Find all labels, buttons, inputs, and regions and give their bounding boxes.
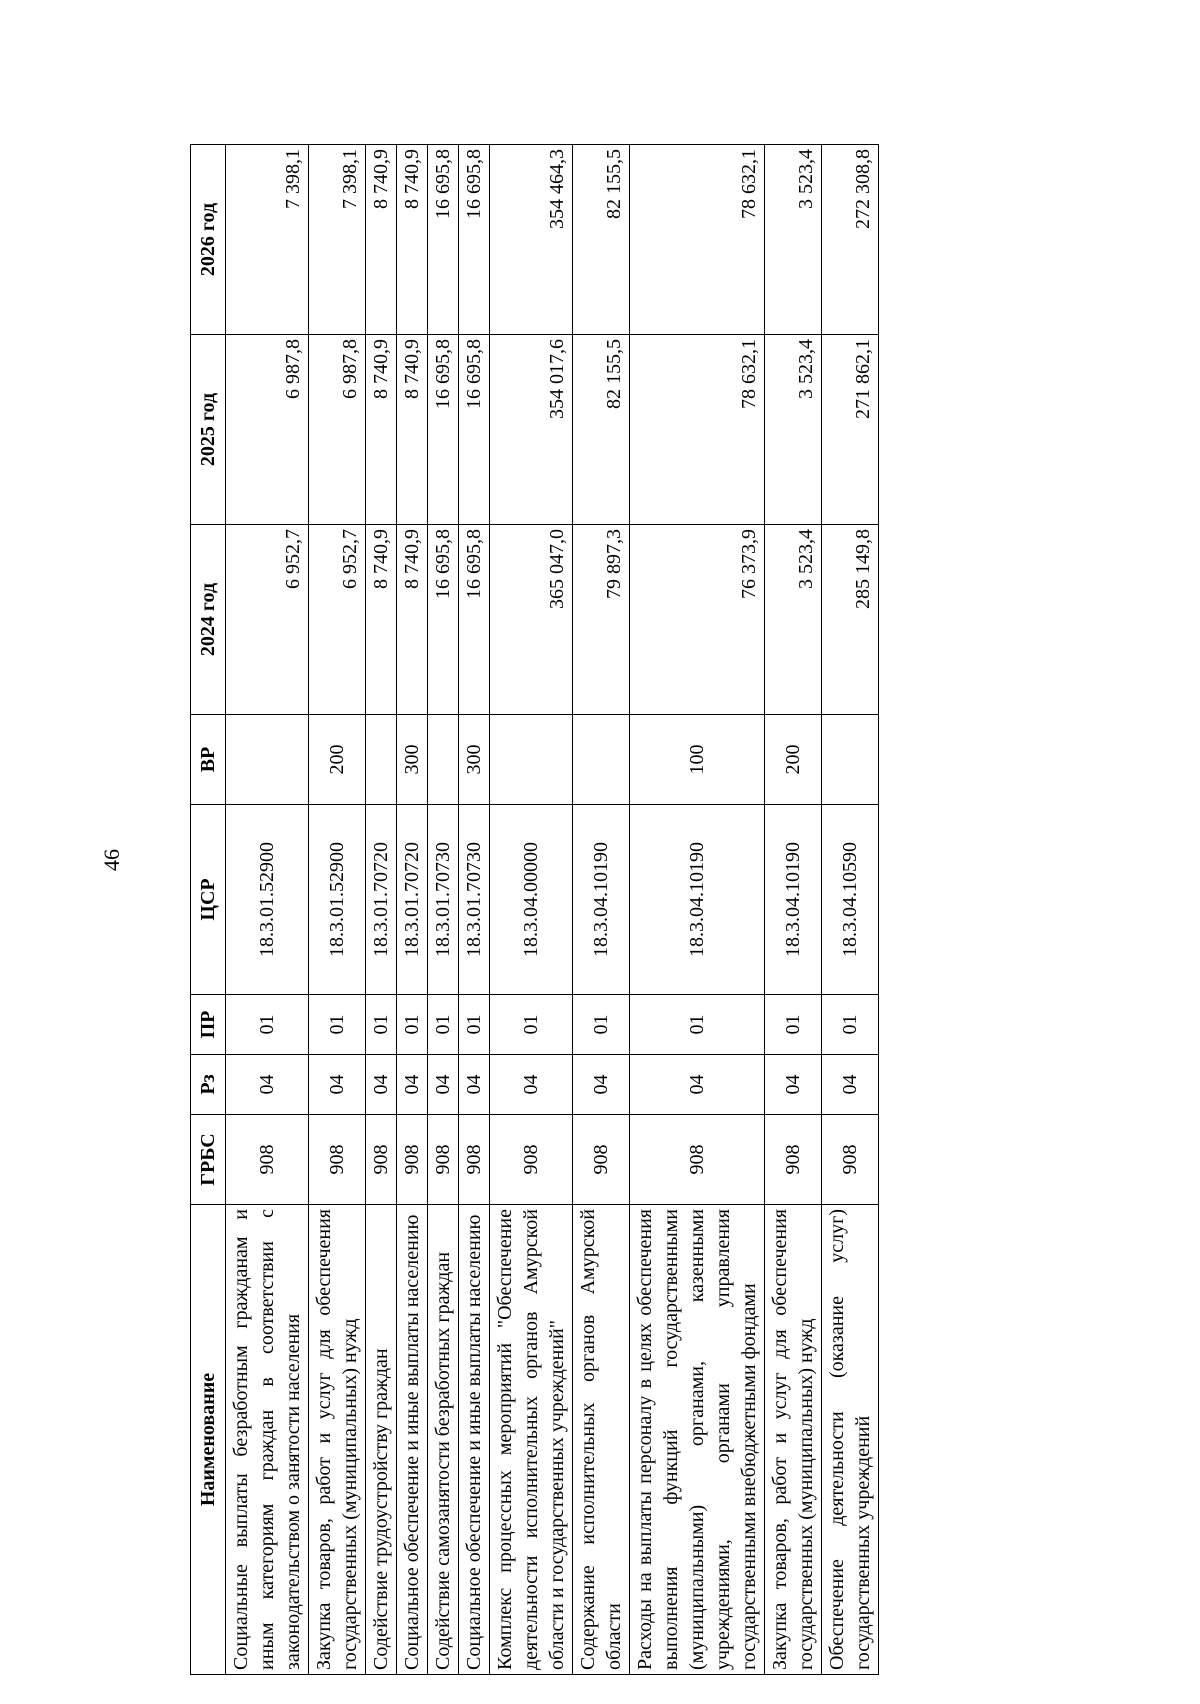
cell-rz: 04 [765,1055,822,1115]
cell-2024: 16 695,8 [428,525,459,715]
cell-csr: 18.3.01.52900 [226,805,309,995]
cell-rz: 04 [459,1055,490,1115]
cell-csr: 18.3.01.70720 [366,805,397,995]
cell-pr: 01 [573,995,630,1055]
cell-2024: 365 047,0 [490,525,573,715]
cell-grbs: 908 [630,1115,765,1205]
cell-vr: 100 [630,715,765,805]
cell-2026: 8 740,9 [366,145,397,335]
cell-csr: 18.3.04.10190 [573,805,630,995]
cell-2025: 16 695,8 [428,335,459,525]
cell-rz: 04 [309,1055,366,1115]
cell-2024: 76 373,9 [630,525,765,715]
cell-2024: 8 740,9 [366,525,397,715]
table-row [822,145,879,1675]
cell-2024: 285 149,8 [822,525,879,715]
cell-name: Социальное обеспечение и иные выплаты населению [459,1205,490,1675]
cell-2024: 6 952,7 [309,525,366,715]
cell-pr: 01 [226,995,309,1055]
cell-grbs: 908 [226,1115,309,1205]
table-row [397,145,428,1675]
cell-grbs: 908 [397,1115,428,1205]
cell-csr: 18.3.04.10590 [822,805,879,995]
cell-pr: 01 [397,995,428,1055]
cell-2026: 78 632,1 [630,145,765,335]
page-number [96,840,128,880]
header-2026: 2026 год [191,145,226,335]
cell-2024: 8 740,9 [397,525,428,715]
header-csr: ЦСР [191,805,226,995]
cell-name: Расходы на выплаты персоналу в целях обеспечения выполнения функций государственными (муниципальными) органами, казенными учреждениями, органами управления государственными внебюджетными фондами [630,1205,765,1675]
header-pr: ПР [191,995,226,1055]
cell-vr [822,715,879,805]
cell-2026: 8 740,9 [397,145,428,335]
cell-vr [366,715,397,805]
cell-2026: 7 398,1 [309,145,366,335]
cell-pr: 01 [366,995,397,1055]
cell-vr [226,715,309,805]
table-row [226,145,309,1675]
cell-vr: 200 [765,715,822,805]
cell-grbs: 908 [822,1115,879,1205]
cell-vr [573,715,630,805]
cell-grbs: 908 [428,1115,459,1205]
table-row [490,145,573,1675]
header-rz: Рз [191,1055,226,1115]
cell-vr [490,715,573,805]
cell-name: Закупка товаров, работ и услуг для обеспечения государственных (муниципальных) нужд [309,1205,366,1675]
cell-name: Социальные выплаты безработным гражданам и иным категориям граждан в соответствии с законодательством о занятости населения [226,1205,309,1675]
cell-2025: 8 740,9 [397,335,428,525]
cell-vr: 200 [309,715,366,805]
cell-vr: 300 [397,715,428,805]
cell-rz: 04 [397,1055,428,1115]
cell-name: Закупка товаров, работ и услуг для обеспечения государственных (муниципальных) нужд [765,1205,822,1675]
cell-rz: 04 [226,1055,309,1115]
cell-pr: 01 [428,995,459,1055]
cell-name: Содержание исполнительных органов Амурской области [573,1205,630,1675]
cell-2026: 354 464,3 [490,145,573,335]
cell-grbs: 908 [573,1115,630,1205]
cell-pr: 01 [459,995,490,1055]
cell-csr: 18.3.04.00000 [490,805,573,995]
cell-2025: 354 017,6 [490,335,573,525]
cell-name: Содействие самозанятости безработных граждан [428,1205,459,1675]
cell-rz: 04 [822,1055,879,1115]
cell-csr: 18.3.01.52900 [309,805,366,995]
cell-2025: 82 155,5 [573,335,630,525]
table-header-row [191,145,226,1675]
cell-csr: 18.3.04.10190 [765,805,822,995]
cell-pr: 01 [765,995,822,1055]
table-row [630,145,765,1675]
cell-name: Социальное обеспечение и иные выплаты населению [397,1205,428,1675]
cell-2025: 6 987,8 [226,335,309,525]
header-name: Наименование [191,1205,226,1675]
header-grbs: ГРБС [191,1115,226,1205]
header-2025: 2025 год [191,335,226,525]
cell-2026: 3 523,4 [765,145,822,335]
cell-grbs: 908 [459,1115,490,1205]
page-number-text: 46 [99,849,124,871]
cell-name: Содействие трудоустройству граждан [366,1205,397,1675]
table-row [309,145,366,1675]
cell-name: Комплекс процессных мероприятий "Обеспечение деятельности исполнительных органов Амурской области и государственных учреждений" [490,1205,573,1675]
cell-2025: 6 987,8 [309,335,366,525]
cell-name: Обеспечение деятельности (оказание услуг) государственных учреждений [822,1205,879,1675]
cell-rz: 04 [428,1055,459,1115]
cell-2025: 78 632,1 [630,335,765,525]
cell-2024: 3 523,4 [765,525,822,715]
cell-vr [428,715,459,805]
cell-csr: 18.3.01.70720 [397,805,428,995]
cell-rz: 04 [573,1055,630,1115]
table-row [573,145,630,1675]
cell-2026: 16 695,8 [459,145,490,335]
header-2024: 2024 год [191,525,226,715]
cell-2026: 7 398,1 [226,145,309,335]
cell-2024: 79 897,3 [573,525,630,715]
cell-vr: 300 [459,715,490,805]
header-vr: ВР [191,715,226,805]
cell-csr: 18.3.01.70730 [459,805,490,995]
table-row [428,145,459,1675]
cell-grbs: 908 [490,1115,573,1205]
cell-rz: 04 [630,1055,765,1115]
cell-rz: 04 [366,1055,397,1115]
cell-pr: 01 [309,995,366,1055]
cell-2026: 272 308,8 [822,145,879,335]
cell-grbs: 908 [765,1115,822,1205]
cell-pr: 01 [490,995,573,1055]
cell-2025: 3 523,4 [765,335,822,525]
cell-grbs: 908 [366,1115,397,1205]
cell-2024: 16 695,8 [459,525,490,715]
cell-2026: 82 155,5 [573,145,630,335]
table-row [366,145,397,1675]
table-row [765,145,822,1675]
rotated-page-content [190,145,1160,1675]
table-row [459,145,490,1675]
budget-table [190,144,879,1675]
cell-rz: 04 [490,1055,573,1115]
cell-pr: 01 [630,995,765,1055]
budget-table-region [190,145,1160,1675]
cell-2024: 6 952,7 [226,525,309,715]
cell-csr: 18.3.04.10190 [630,805,765,995]
cell-csr: 18.3.01.70730 [428,805,459,995]
cell-2026: 16 695,8 [428,145,459,335]
cell-2025: 271 862,1 [822,335,879,525]
cell-2025: 16 695,8 [459,335,490,525]
cell-grbs: 908 [309,1115,366,1205]
cell-pr: 01 [822,995,879,1055]
cell-2025: 8 740,9 [366,335,397,525]
